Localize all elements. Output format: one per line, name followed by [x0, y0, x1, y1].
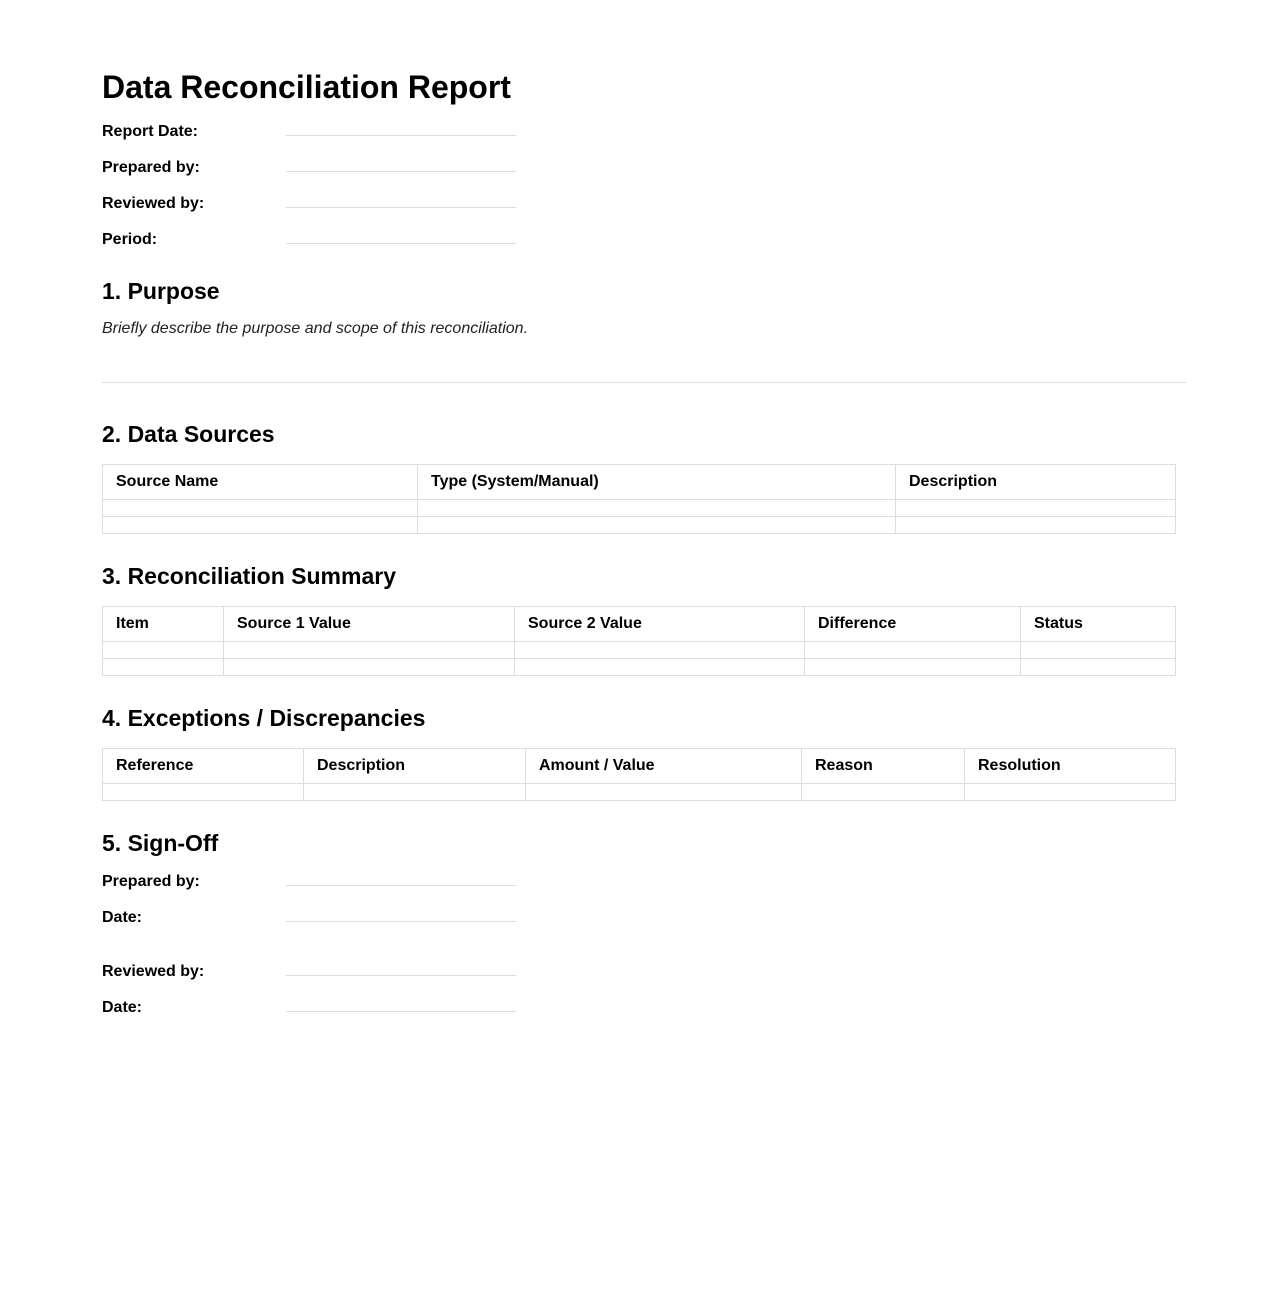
table-cell[interactable] [802, 784, 965, 801]
signoff-reviewed-date-field [102, 999, 522, 1019]
table-header-row [103, 749, 1176, 784]
signoff-reviewed-by-field [102, 963, 522, 983]
table-row [103, 500, 1176, 517]
table-cell[interactable] [805, 659, 1021, 676]
prepared-by-field [102, 159, 522, 179]
column-header: Status [1021, 607, 1176, 642]
signoff-reviewed-by-input-line[interactable] [286, 975, 516, 976]
exceptions-table [102, 748, 1176, 801]
table-cell[interactable] [515, 659, 805, 676]
table-cell[interactable] [1021, 659, 1176, 676]
table-row [103, 659, 1176, 676]
table-cell[interactable] [526, 784, 802, 801]
field-label: Date: [102, 909, 143, 926]
field-label: Report Date: [102, 123, 199, 140]
reviewed-by-input-line[interactable] [286, 207, 516, 208]
table-cell[interactable] [103, 784, 304, 801]
section-heading-purpose: 1. Purpose [102, 278, 220, 304]
period-input-line[interactable] [286, 243, 516, 244]
column-header: Resolution [965, 749, 1176, 784]
divider [102, 382, 1186, 383]
data-sources-table [102, 464, 1176, 534]
field-label: Date: [102, 999, 143, 1016]
column-header: Source 2 Value [515, 607, 805, 642]
table-cell[interactable] [965, 784, 1176, 801]
table-cell[interactable] [418, 517, 896, 534]
table-header-row [103, 465, 1176, 500]
table-header-row [103, 607, 1176, 642]
column-header: Source 1 Value [224, 607, 515, 642]
reviewed-by-field [102, 195, 522, 215]
table-cell[interactable] [304, 784, 526, 801]
table-cell[interactable] [515, 642, 805, 659]
field-label: Reviewed by: [102, 963, 205, 980]
signoff-prepared-date-input-line[interactable] [286, 921, 516, 922]
table-cell[interactable] [1021, 642, 1176, 659]
table-row [103, 517, 1176, 534]
column-header: Reason [802, 749, 965, 784]
field-label: Prepared by: [102, 873, 200, 890]
field-label: Prepared by: [102, 159, 200, 176]
table-cell[interactable] [103, 500, 418, 517]
signoff-prepared-by-input-line[interactable] [286, 885, 516, 886]
table-cell[interactable] [896, 500, 1176, 517]
column-header: Description [896, 465, 1176, 500]
table-cell[interactable] [418, 500, 896, 517]
table-cell[interactable] [103, 517, 418, 534]
table-row [103, 784, 1176, 801]
column-header: Difference [805, 607, 1021, 642]
column-header: Description [304, 749, 526, 784]
table-cell[interactable] [103, 659, 224, 676]
field-label: Reviewed by: [102, 195, 205, 212]
column-header: Item [103, 607, 224, 642]
column-header: Reference [103, 749, 304, 784]
section-heading-signoff: 5. Sign-Off [102, 830, 219, 856]
table-cell[interactable] [805, 642, 1021, 659]
signoff-reviewed-date-input-line[interactable] [286, 1011, 516, 1012]
page-title: Data Reconciliation Report [102, 69, 511, 105]
report-date-field [102, 123, 522, 143]
section-heading-exceptions: 4. Exceptions / Discrepancies [102, 705, 426, 731]
column-header: Amount / Value [526, 749, 802, 784]
signoff-prepared-by-field [102, 873, 522, 893]
table-cell[interactable] [224, 659, 515, 676]
prepared-by-input-line[interactable] [286, 171, 516, 172]
period-field [102, 231, 522, 251]
column-header: Source Name [103, 465, 418, 500]
signoff-prepared-date-field [102, 909, 522, 929]
field-label: Period: [102, 231, 158, 248]
table-cell[interactable] [224, 642, 515, 659]
reconciliation-summary-table [102, 606, 1176, 676]
column-header: Type (System/Manual) [418, 465, 896, 500]
table-cell[interactable] [896, 517, 1176, 534]
purpose-placeholder-text[interactable]: Briefly describe the purpose and scope of this reconciliation. [102, 320, 529, 337]
report-date-input-line[interactable] [286, 135, 516, 136]
table-cell[interactable] [103, 642, 224, 659]
section-heading-data-sources: 2. Data Sources [102, 421, 275, 447]
section-heading-summary: 3. Reconciliation Summary [102, 563, 396, 589]
table-row [103, 642, 1176, 659]
